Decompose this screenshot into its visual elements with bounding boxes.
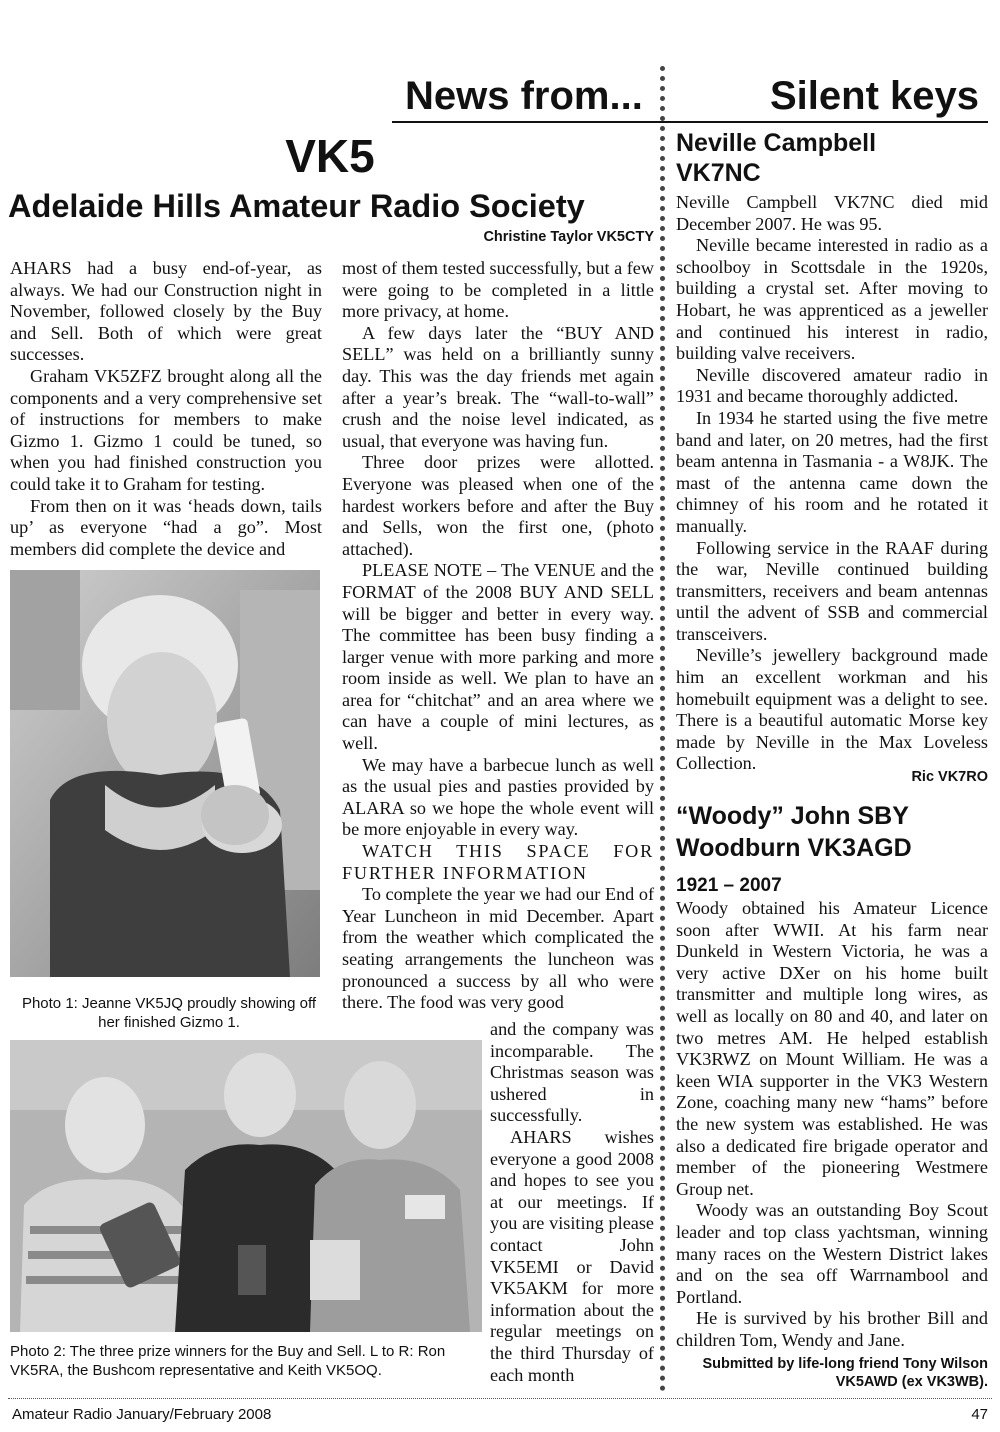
paragraph: We may have a barbecue lunch as well as the usual pies and pasties provided by ALARA so we hope the whole event will be more enjoyable in every way.	[342, 754, 654, 840]
footer-rule	[8, 1398, 992, 1399]
paragraph: Following service in the RAAF during the war, Neville continued building transmitters, receivers and beam antennas until the advent of SSB and commercial transceivers.	[676, 537, 988, 644]
paragraph: PLEASE NOTE – The VENUE and the FORMAT of the 2008 BUY AND SELL will be bigger and better in every way. The committee has been busy finding a larger venue with more parking and more room inside as well. We plan to have an area for “chitchat” and an area where we can have a couple of mini lectures, as well.	[342, 560, 654, 754]
obituary-1-name	[676, 128, 992, 188]
obituary-2-name-line-1: “Woody” John SBY	[676, 802, 909, 830]
paragraph: most of them tested successfully, but a few were going to be completed in a little more privacy, at home.	[342, 258, 654, 322]
article-column-2	[342, 258, 654, 1014]
obituary-2-name	[676, 800, 992, 864]
paragraph: Neville became interested in radio as a schoolboy in Scottsdale in the 1920s, building a crystal set. After moving to Hobart, he was apprenticed as a jeweller and continued his interest in radio, building valve receivers.	[676, 235, 988, 364]
photo-1-caption: Photo 1: Jeanne VK5JQ proudly showing off her finished Gizmo 1.	[21, 995, 317, 1031]
paragraph: From then on it was ‘heads down, tails up’ as everyone “had a go”. Most members did complete the device and	[10, 495, 322, 559]
paragraph: Woody obtained his Amateur Licence soon after WWII. At his farm near Dunkeld in Western Victoria, he was a very active DXer on his home built transmitter and multiple long wires, as well as locally on 80 and 40, and later on two metres AM. He helped establish VK3RWZ on Mount William. He was a keen WIA supporter in the VK3 Western Zone, coaching many new “hams” before the new system was established. He was also a dedicated fire brigade operator and member of the pioneering Westmere Group net.	[676, 898, 988, 1199]
paragraph: Neville discovered amateur radio in 1931 and became thoroughly addicted.	[676, 364, 988, 407]
photo-2-caption: Photo 2: The three prize winners for the Buy and Sell. L to R: Ron VK5RA, the Bushcom representative and Keith VK5OQ.	[10, 1343, 446, 1379]
obituary-2-name-line-2: Woodburn VK3AGD	[676, 834, 912, 862]
obituary-1-credit: Ric VK7RO	[911, 769, 988, 785]
photo-2-illustration	[10, 1040, 482, 1332]
paragraph: A few days later the “BUY AND SELL” was held on a brilliantly sunny day. This was the day friends met again after a year’s break. The “wall-to-wall” crush and the noise level indicated, as usual, that everyone was having fun.	[342, 322, 654, 451]
paragraph: Three door prizes were allotted. Everyone was pleased when one of the hardest workers before and after the Buy and Sells, won the first one, (photo attached).	[342, 452, 654, 559]
obituary-2-body	[676, 898, 988, 1351]
column-divider	[660, 66, 665, 1392]
footer-page-number: 47	[971, 1406, 988, 1423]
paragraph: Neville’s jewellery background made him an excellent workman and his homebuilt equipment was a delight to see. There is a beautiful automatic Morse key made by Neville in the Max Loveless Collection.	[676, 645, 988, 774]
paragraph: AHARS wishes everyone a good 2008 and hopes to see you at our meetings. If you are visiting please contact John VK5EMI or David VK5AKM for more information about the regular meetings on the third Thursday of each month	[490, 1126, 654, 1385]
section-banner-news: News from...	[405, 74, 643, 118]
obituary-1-body	[676, 192, 988, 775]
obituary-1-name-line-2: VK7NC	[676, 159, 761, 187]
paragraph: He is survived by his brother Bill and children Tom, Wendy and Jane.	[676, 1308, 988, 1350]
paragraph: Neville Campbell VK7NC died mid December 2007. He was 95.	[676, 192, 988, 234]
section-banner-silent-keys: Silent keys	[770, 74, 980, 118]
header-rule	[392, 121, 988, 123]
photo-jeanne-gizmo	[10, 570, 320, 977]
article-column-2-narrow	[490, 1019, 654, 1386]
paragraph: AHARS had a busy end-of-year, as always. We had our Construction night in November, followed closely by the Buy and Sell. Both of which were great successes.	[10, 258, 322, 365]
obituary-2-credit-line-2: VK5AWD (ex VK3WB).	[835, 1374, 988, 1390]
footer-publication: Amateur Radio January/February 2008	[12, 1406, 272, 1423]
obituary-1-name-line-1: Neville Campbell	[676, 129, 877, 157]
region-heading: VK5	[285, 130, 375, 182]
article-column-1	[10, 258, 322, 560]
photo-1-illustration	[10, 570, 320, 977]
paragraph: Graham VK5ZFZ brought along all the components and a very comprehensive set of instructions for members to make Gizmo 1. Gizmo 1 could be tuned, so when you had finished construction you could take it to Graham for testing.	[10, 365, 322, 494]
paragraph: and the company was incomparable. The Christmas season was ushered in successfully.	[490, 1019, 654, 1126]
article-byline: Christine Taylor VK5CTY	[483, 229, 654, 245]
paragraph: To complete the year we had our End of Year Luncheon in mid December. Apart from the weather which complicated the seating arrangements the luncheon was pronounced a success by all who were there. The food was very good	[342, 884, 654, 1013]
article-title: Adelaide Hills Amateur Radio Society	[8, 188, 585, 224]
paragraph: Woody was an outstanding Boy Scout leader and top class yachtsman, winning many races on the Western District lakes and on the sea off Warrnambool and Portland.	[676, 1200, 988, 1307]
obituary-2-credit	[666, 1355, 988, 1391]
obituary-2-years: 1921 – 2007	[676, 875, 782, 896]
obituary-2-credit-line-1: Submitted by life-long friend Tony Wilson	[702, 1356, 988, 1372]
paragraph: In 1934 he started using the five metre band and later, on 20 metres, had the first beam antenna in Tasmania - a W8JK. The mast of the antenna came down the chimney of his room and he rotated it manually.	[676, 407, 988, 536]
paragraph: WATCH THIS SPACE FOR FURTHER INFORMATION	[342, 841, 654, 883]
photo-prize-winners	[10, 1040, 482, 1332]
